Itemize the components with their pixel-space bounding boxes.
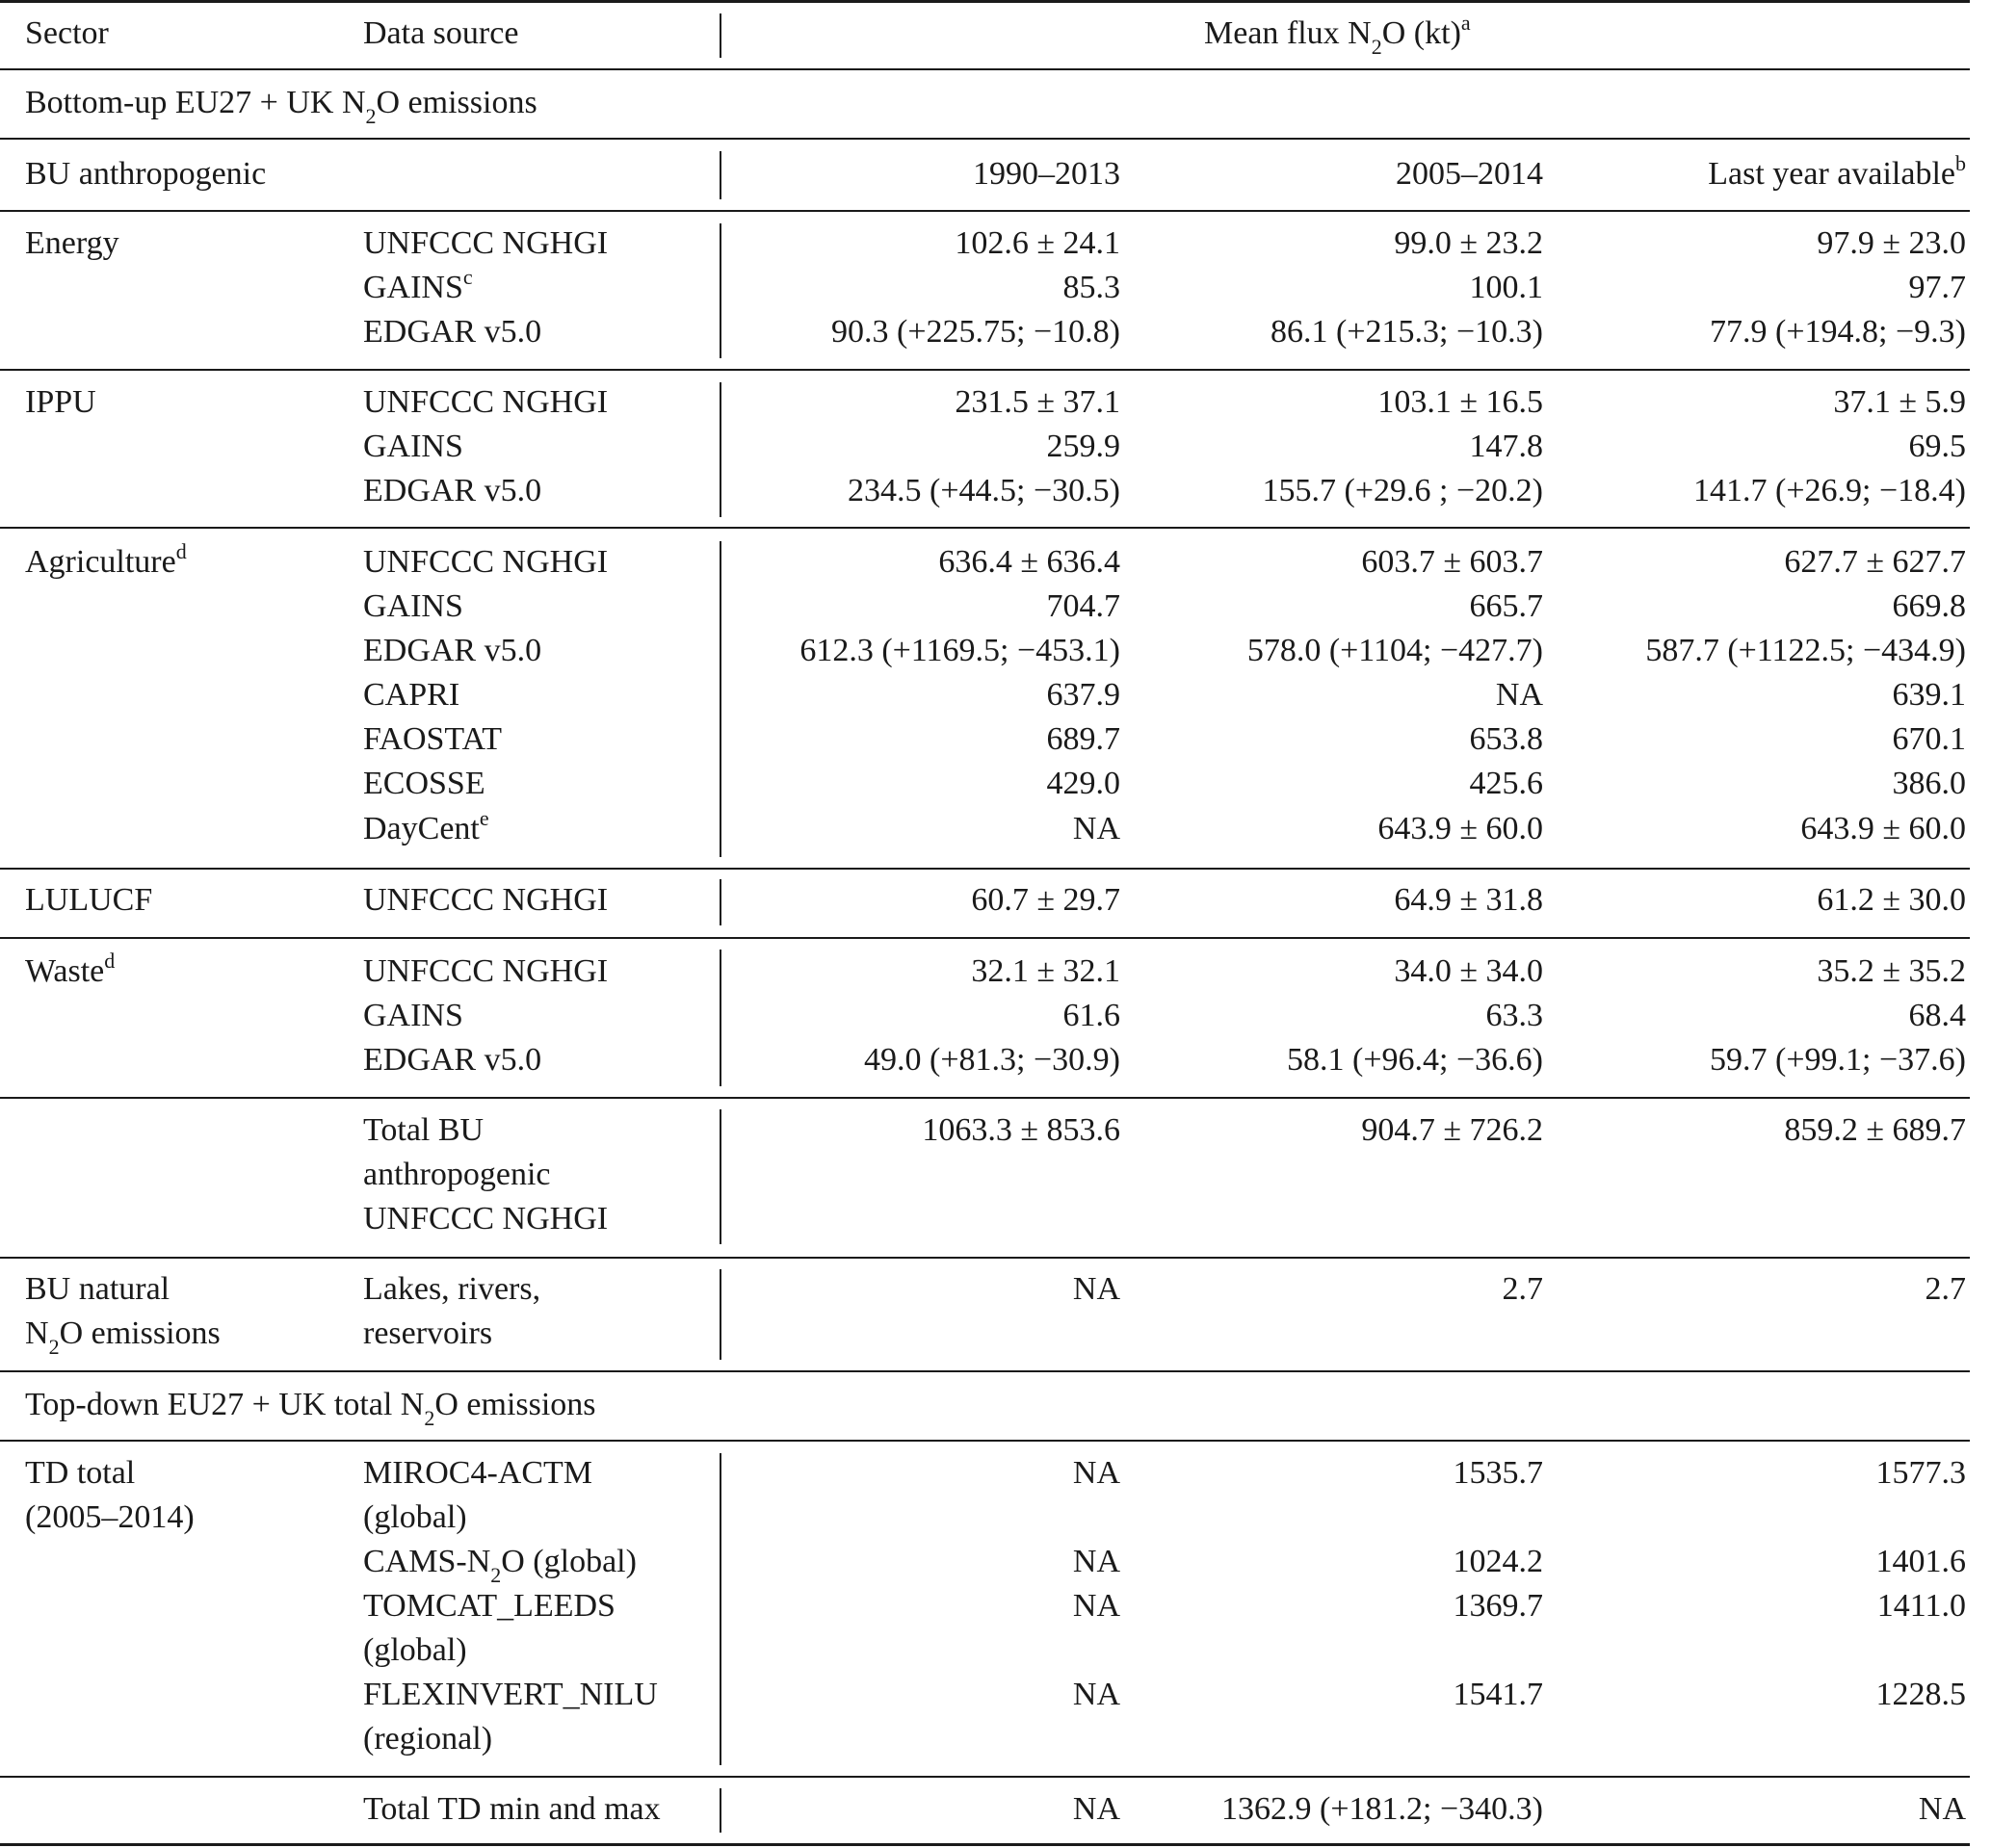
- waste-gains-v1: 61.6: [1062, 998, 1120, 1033]
- waste-source-edgar: EDGAR v5.0: [363, 1042, 542, 1078]
- energy-unfccc-v3: 97.9 ± 23.0: [1817, 225, 1966, 261]
- flexinvert-v1: NA: [1072, 1677, 1120, 1712]
- rule-lulucf: [0, 937, 1970, 939]
- section-bottom-up-suffix: O emissions: [376, 85, 537, 120]
- vsep-total-td: [720, 1788, 721, 1833]
- ippu-source-gains: GAINS: [363, 429, 463, 464]
- agriculture-source-edgar: EDGAR v5.0: [363, 633, 542, 668]
- bu-natural-line2: [25, 1312, 221, 1359]
- energy-source-gains: [363, 266, 473, 310]
- waste-source-gains: GAINS: [363, 998, 463, 1033]
- ippu-edgar-v3: 141.7 (+26.9; −18.4): [1693, 473, 1966, 508]
- waste-unfccc-v1: 32.1 ± 32.1: [971, 953, 1120, 989]
- ippu-edgar-v2: 155.7 (+29.6 ; −20.2): [1262, 473, 1543, 508]
- miroc-v2: 1535.7: [1453, 1455, 1543, 1491]
- bu-natural-source-line1: Lakes, rivers,: [363, 1271, 541, 1307]
- miroc-v3: 1577.3: [1875, 1455, 1966, 1491]
- period-1990-2013: 1990–2013: [973, 156, 1120, 192]
- rule-energy: [0, 369, 1970, 371]
- vsep-total-bu: [720, 1109, 721, 1244]
- agriculture-capri-v1: 637.9: [1046, 677, 1120, 713]
- energy-gains-v2: 100.1: [1469, 270, 1543, 305]
- vsep-bu-anthro: [720, 151, 721, 199]
- agriculture-gains-v1: 704.7: [1046, 588, 1120, 624]
- section-top-down: [25, 1383, 596, 1430]
- header-mean-flux-note: a: [1460, 10, 1471, 35]
- agriculture-capri-v3: 639.1: [1892, 677, 1966, 713]
- waste-edgar-v2: 58.1 (+96.4; −36.6): [1287, 1042, 1543, 1078]
- agriculture-source-capri: CAPRI: [363, 677, 460, 713]
- energy-edgar-v3: 77.9 (+194.8; −9.3): [1710, 314, 1966, 350]
- sector-ippu: IPPU: [25, 384, 96, 420]
- sector-energy: Energy: [25, 225, 119, 261]
- ippu-gains-v1: 259.9: [1046, 429, 1120, 464]
- waste-edgar-v1: 49.0 (+81.3; −30.9): [864, 1042, 1120, 1078]
- bu-natural-source-line2: reservoirs: [363, 1315, 493, 1351]
- energy-unfccc-v2: 99.0 ± 23.2: [1394, 225, 1543, 261]
- agriculture-ecosse-v1: 429.0: [1046, 766, 1120, 801]
- header-sector: Sector: [25, 15, 109, 51]
- tomcat-line1: TOMCAT_LEEDS: [363, 1588, 616, 1624]
- vsep-header: [720, 13, 721, 58]
- agriculture-source-faostat: FAOSTAT: [363, 721, 503, 757]
- total-bu-v2: 904.7 ± 726.2: [1361, 1112, 1543, 1148]
- ippu-gains-v3: 69.5: [1908, 429, 1966, 464]
- header-mean-flux-sub: 2: [1371, 34, 1382, 59]
- cams-v3: 1401.6: [1875, 1544, 1966, 1579]
- agriculture-unfccc-v1: 636.4 ± 636.4: [938, 544, 1120, 580]
- agriculture-daycent-v1: NA: [1072, 811, 1120, 846]
- tomcat-v1: NA: [1072, 1588, 1120, 1624]
- bu-natural-line2-sub: 2: [48, 1334, 60, 1359]
- energy-gains-v3: 97.7: [1908, 270, 1966, 305]
- total-bu-line2: anthropogenic: [363, 1157, 551, 1192]
- period-last-year-label: Last year available: [1708, 156, 1955, 192]
- rule-header: [0, 68, 1970, 70]
- vsep-bu-natural: [720, 1269, 721, 1360]
- flexinvert-line2: (regional): [363, 1721, 493, 1757]
- agriculture-source-ecosse: ECOSSE: [363, 766, 485, 801]
- agriculture-daycent-label: DayCent: [363, 811, 480, 846]
- energy-source-edgar: EDGAR v5.0: [363, 314, 542, 350]
- energy-gains-v1: 85.3: [1062, 270, 1120, 305]
- vsep-ippu: [720, 382, 721, 517]
- ippu-unfccc-v3: 37.1 ± 5.9: [1833, 384, 1966, 420]
- total-td-source: Total TD min and max: [363, 1791, 661, 1827]
- tomcat-v3: 1411.0: [1876, 1588, 1966, 1624]
- vsep-td-total: [720, 1453, 721, 1765]
- agriculture-gains-v3: 669.8: [1892, 588, 1966, 624]
- lulucf-unfccc-v2: 64.9 ± 31.8: [1394, 882, 1543, 918]
- agriculture-source-unfccc: UNFCCC NGHGI: [363, 544, 609, 580]
- rule-bu-section: [0, 138, 1970, 140]
- agriculture-source-gains: GAINS: [363, 588, 463, 624]
- header-mean-flux-suffix: O (kt): [1381, 15, 1461, 51]
- rule-waste: [0, 1097, 1970, 1099]
- total-td-v1: NA: [1072, 1791, 1120, 1827]
- agriculture-daycent-v2: 643.9 ± 60.0: [1377, 811, 1543, 846]
- agriculture-gains-v2: 665.7: [1469, 588, 1543, 624]
- td-total-line2: (2005–2014): [25, 1499, 195, 1535]
- flexinvert-v2: 1541.7: [1453, 1677, 1543, 1712]
- ippu-edgar-v1: 234.5 (+44.5; −30.5): [848, 473, 1120, 508]
- cams-v1: NA: [1072, 1544, 1120, 1579]
- ippu-unfccc-v1: 231.5 ± 37.1: [955, 384, 1120, 420]
- rule-total-bu: [0, 1257, 1970, 1259]
- bu-natural-v2: 2.7: [1502, 1271, 1543, 1307]
- energy-edgar-v2: 86.1 (+215.3; −10.3): [1271, 314, 1543, 350]
- flexinvert-line1: FLEXINVERT_NILU: [363, 1677, 658, 1712]
- period-2005-2014: 2005–2014: [1396, 156, 1543, 192]
- sector-waste-note: d: [104, 948, 116, 973]
- bu-natural-line1: BU natural: [25, 1271, 170, 1307]
- agriculture-faostat-v3: 670.1: [1892, 721, 1966, 757]
- header-data-source: Data source: [363, 15, 519, 51]
- tomcat-v2: 1369.7: [1453, 1588, 1543, 1624]
- agriculture-faostat-v2: 653.8: [1469, 721, 1543, 757]
- energy-edgar-v1: 90.3 (+225.75; −10.8): [831, 314, 1120, 350]
- rule-bottom: [0, 1843, 1970, 1846]
- bu-anthropogenic-label: BU anthropogenic: [25, 156, 267, 192]
- agriculture-faostat-v1: 689.7: [1046, 721, 1120, 757]
- total-bu-v3: 859.2 ± 689.7: [1784, 1112, 1966, 1148]
- waste-gains-v3: 68.4: [1908, 998, 1966, 1033]
- rule-bu-anthro: [0, 210, 1970, 212]
- section-bottom-up-sub: 2: [365, 103, 377, 128]
- sector-waste: [25, 950, 115, 994]
- agriculture-ecosse-v2: 425.6: [1469, 766, 1543, 801]
- cams-prefix: CAMS-N: [363, 1544, 491, 1579]
- agriculture-edgar-v3: 587.7 (+1122.5; −434.9): [1645, 633, 1966, 668]
- agriculture-unfccc-v2: 603.7 ± 603.7: [1361, 544, 1543, 580]
- agriculture-source-daycent: [363, 807, 489, 851]
- lulucf-unfccc-v3: 61.2 ± 30.0: [1817, 882, 1966, 918]
- section-bottom-up: [25, 81, 537, 128]
- bu-natural-line2-prefix: N: [25, 1315, 49, 1351]
- total-td-v2: 1362.9 (+181.2; −340.3): [1221, 1791, 1543, 1827]
- section-top-down-sub: 2: [424, 1405, 435, 1430]
- waste-edgar-v3: 59.7 (+99.1; −37.6): [1710, 1042, 1966, 1078]
- flexinvert-v3: 1228.5: [1875, 1677, 1966, 1712]
- ippu-gains-v2: 147.8: [1469, 429, 1543, 464]
- header-mean-flux-prefix: Mean flux N: [1204, 15, 1372, 51]
- agriculture-edgar-v1: 612.3 (+1169.5; −453.1): [799, 633, 1120, 668]
- agriculture-daycent-note: e: [479, 805, 489, 830]
- agriculture-ecosse-v3: 386.0: [1892, 766, 1966, 801]
- ippu-source-edgar: EDGAR v5.0: [363, 473, 542, 508]
- total-bu-line1: Total BU: [363, 1112, 485, 1148]
- agriculture-capri-v2: NA: [1495, 677, 1543, 713]
- lulucf-source-unfccc: UNFCCC NGHGI: [363, 882, 609, 918]
- sector-agriculture-label: Agriculture: [25, 544, 176, 580]
- waste-source-unfccc: UNFCCC NGHGI: [363, 953, 609, 989]
- agriculture-unfccc-v3: 627.7 ± 627.7: [1784, 544, 1966, 580]
- total-bu-line3: UNFCCC NGHGI: [363, 1201, 609, 1236]
- energy-gains-label: GAINS: [363, 270, 463, 305]
- sector-agriculture: [25, 540, 187, 585]
- total-bu-v1: 1063.3 ± 853.6: [922, 1112, 1120, 1148]
- miroc-v1: NA: [1072, 1455, 1120, 1491]
- rule-top: [0, 0, 1970, 3]
- header-mean-flux: [1204, 10, 1471, 59]
- lulucf-unfccc-v1: 60.7 ± 29.7: [971, 882, 1120, 918]
- section-top-down-prefix: Top-down EU27 + UK total N: [25, 1387, 425, 1422]
- bu-natural-v3: 2.7: [1925, 1271, 1966, 1307]
- cams-v2: 1024.2: [1453, 1544, 1543, 1579]
- total-td-v3: NA: [1918, 1791, 1966, 1827]
- rule-td-total: [0, 1776, 1970, 1778]
- sector-waste-label: Waste: [25, 953, 105, 989]
- agriculture-daycent-v3: 643.9 ± 60.0: [1800, 811, 1966, 846]
- cams-source: [363, 1540, 637, 1587]
- vsep-waste: [720, 950, 721, 1086]
- cams-sub: 2: [490, 1562, 502, 1587]
- section-bottom-up-prefix: Bottom-up EU27 + UK N: [25, 85, 366, 120]
- rule-agriculture: [0, 868, 1970, 870]
- waste-unfccc-v3: 35.2 ± 35.2: [1817, 953, 1966, 989]
- waste-unfccc-v2: 34.0 ± 34.0: [1394, 953, 1543, 989]
- rule-ippu: [0, 527, 1970, 529]
- vsep-agriculture: [720, 541, 721, 857]
- rule-bu-natural: [0, 1370, 1970, 1372]
- waste-gains-v2: 63.3: [1485, 998, 1543, 1033]
- agriculture-edgar-v2: 578.0 (+1104; −427.7): [1246, 633, 1543, 668]
- td-total-line1: TD total: [25, 1455, 136, 1491]
- ippu-unfccc-v2: 103.1 ± 16.5: [1377, 384, 1543, 420]
- energy-source-unfccc: UNFCCC NGHGI: [363, 225, 609, 261]
- period-last-year-note: b: [1955, 150, 1966, 175]
- tomcat-line2: (global): [363, 1632, 467, 1668]
- miroc-line2: (global): [363, 1499, 467, 1535]
- sector-agriculture-note: d: [175, 538, 187, 563]
- energy-gains-note: c: [462, 264, 473, 289]
- energy-unfccc-v1: 102.6 ± 24.1: [955, 225, 1120, 261]
- sector-lulucf: LULUCF: [25, 882, 153, 918]
- cams-suffix: O (global): [501, 1544, 637, 1579]
- bu-natural-v1: NA: [1072, 1271, 1120, 1307]
- ippu-source-unfccc: UNFCCC NGHGI: [363, 384, 609, 420]
- vsep-energy: [720, 223, 721, 358]
- miroc-line1: MIROC4-ACTM: [363, 1455, 593, 1491]
- bu-natural-line2-suffix: O emissions: [59, 1315, 221, 1351]
- section-top-down-suffix: O emissions: [434, 1387, 596, 1422]
- vsep-lulucf: [720, 879, 721, 925]
- rule-td-section: [0, 1440, 1970, 1442]
- period-last-year: [1708, 152, 1966, 196]
